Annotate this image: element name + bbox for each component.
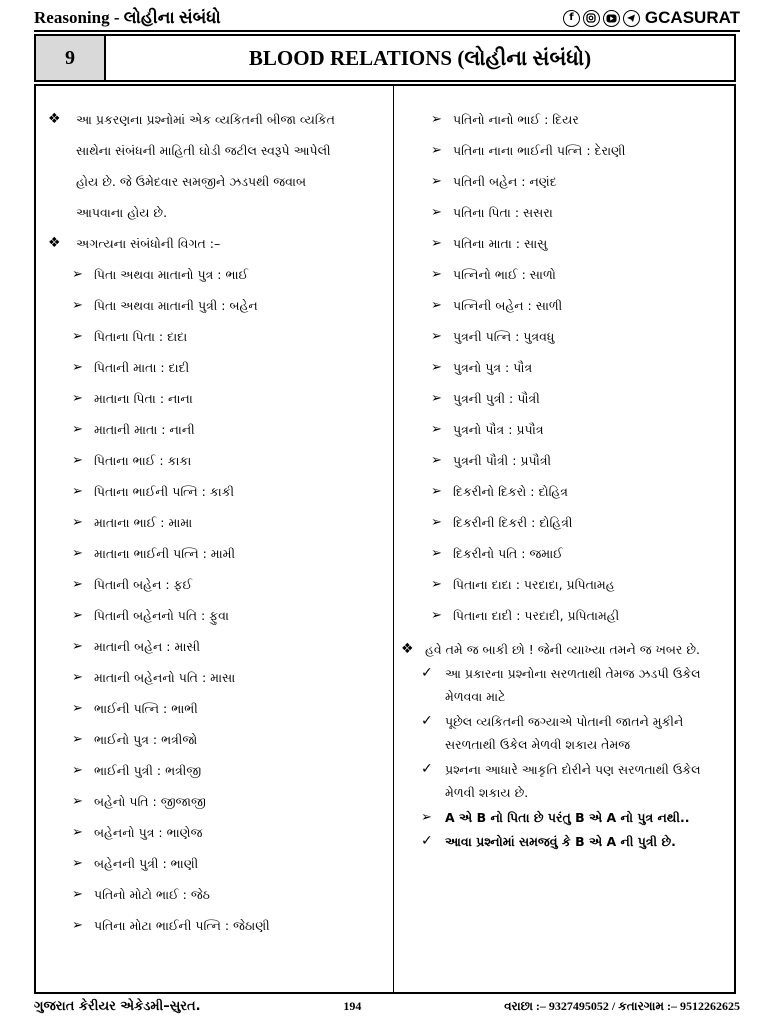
relation-text: માતાની બહેન : માસી — [94, 639, 201, 654]
arrow-bullet-icon: ➢ — [72, 453, 83, 468]
relation-text: માતાની માતા : નાની — [94, 422, 195, 437]
relation-text: બહેનની પુત્રી : ભાણી — [94, 856, 199, 871]
relation-text: દિકરીની દિકરી : દોહિત્રી — [453, 515, 573, 530]
arrow-bullet-icon: ➢ — [72, 298, 83, 313]
intro-line: સાથેના સંબંધની માહિતી ઘોડી જટીલ સ્વરૂપે આપેલી — [76, 143, 331, 158]
relation-item — [431, 600, 619, 631]
relation-text: પતિના નાના ભાઈની પત્નિ : દેરાણી — [453, 143, 626, 158]
arrow-bullet-icon: ➢ — [431, 577, 442, 592]
arrow-bullet-icon: ➢ — [72, 484, 83, 499]
content-box — [34, 84, 736, 994]
relation-item — [72, 259, 248, 290]
arrow-bullet-icon: ➢ — [431, 236, 442, 251]
chapter-number: 9 — [36, 36, 106, 80]
relation-item — [72, 817, 202, 848]
check-icon: ✓ — [421, 665, 433, 681]
relation-item — [72, 600, 229, 631]
page-header — [34, 6, 740, 30]
relation-item — [431, 383, 540, 414]
footer-academy: ગુજરાત કેરીયર એકેડમી–સુરત. — [34, 998, 201, 1014]
note-line: પ્રશ્નના આધારે આકૃતિ દોરીને પણ સરળતાથી ઉકેલ — [445, 762, 701, 777]
relation-text: પતિની બહેન : નણંદ — [453, 174, 557, 189]
relation-item — [431, 507, 572, 538]
relation-text: પુત્રનો પુત્ર : પૌત્ર — [453, 360, 533, 375]
relation-item — [431, 290, 562, 321]
note-line: મેળવવા માટે — [445, 689, 506, 704]
facebook-icon[interactable]: f — [563, 10, 580, 27]
relation-text: પતિના મોટા ભાઈની પત્નિ : જેઠાણી — [94, 918, 270, 933]
relation-item — [431, 538, 563, 569]
relation-item — [72, 352, 189, 383]
relation-text: માતાના ભાઈની પત્નિ : મામી — [94, 546, 236, 561]
relation-item — [72, 507, 192, 538]
relation-item — [72, 383, 193, 414]
relation-text: પિતાની બહેન : ફઈ — [94, 577, 193, 592]
note-line: પૂછેલ વ્યકિતની જગ્યાએ પોતાની જાતને મુકીને — [445, 714, 684, 729]
relation-text: દિકરીનો પતિ : જમાઈ — [453, 546, 563, 561]
relation-item — [72, 290, 258, 321]
arrow-bullet-icon: ➢ — [72, 732, 83, 747]
header-title: Reasoning - લોહીના સંબંધો — [34, 8, 221, 27]
relation-text: માતાના ભાઈ : મામા — [94, 515, 193, 530]
relation-text: પિતાના ભાઈ : કાકા — [94, 453, 192, 468]
relation-item — [72, 662, 235, 693]
chapter-title-box — [34, 34, 736, 82]
arrow-bullet-icon: ➢ — [72, 794, 83, 809]
arrow-bullet-icon: ➢ — [431, 298, 442, 313]
relation-item — [72, 569, 192, 600]
relation-item — [72, 786, 206, 817]
arrow-bullet-icon: ➢ — [421, 810, 432, 825]
arrow-bullet-icon: ➢ — [431, 546, 442, 561]
conclusion-line: આવા પ્રશ્નોમાં સમજવું કે B એ A ની પુત્રી છે. — [445, 834, 676, 849]
column-divider — [393, 86, 394, 992]
check-icon: ✓ — [421, 761, 433, 777]
relation-text: બહેનનો પુત્ર : ભાણેજ — [94, 825, 203, 840]
relation-item — [431, 197, 553, 228]
youtube-icon[interactable] — [603, 10, 620, 27]
relation-text: પુત્રની પૌત્રી : પ્રપૌત્રી — [453, 453, 552, 468]
arrow-bullet-icon: ➢ — [72, 422, 83, 437]
chapter-title: BLOOD RELATIONS (લોહીના સંબંધો) — [248, 45, 592, 70]
arrow-bullet-icon: ➢ — [72, 701, 83, 716]
arrow-bullet-icon: ➢ — [431, 391, 442, 406]
relation-item — [72, 879, 210, 910]
check-icon: ✓ — [421, 833, 433, 849]
relation-text: પિતાના પિતા : દાદા — [94, 329, 188, 344]
intro-line: આપવાના હોય છે. — [76, 205, 168, 220]
relation-text: માતાની બહેનનો પતિ : માસા — [94, 670, 236, 685]
relation-text: પુત્રની પત્નિ : પુત્રવધુ — [453, 329, 555, 344]
header-rule — [34, 30, 740, 32]
relation-text: ભાઈનો પુત્ર : ભત્રીજો — [94, 732, 198, 747]
relation-item — [431, 259, 556, 290]
relation-item — [72, 538, 235, 569]
arrow-bullet-icon: ➢ — [431, 267, 442, 282]
relation-item — [431, 445, 551, 476]
relation-text: પતિના માતા : સાસુ — [453, 236, 548, 251]
arrow-bullet-icon: ➢ — [72, 515, 83, 530]
arrow-bullet-icon: ➢ — [72, 918, 83, 933]
relation-text: પિતા અથવા માતાનો પુત્ર : ભાઈ — [94, 267, 249, 282]
intro-paragraph — [76, 104, 335, 228]
intro-line: હોય છે. જે ઉમેદવાર સમજીને ઝડપથી જવાબ — [76, 174, 306, 189]
arrow-bullet-icon: ➢ — [72, 608, 83, 623]
relation-item — [431, 166, 557, 197]
page-footer — [34, 995, 740, 1017]
relation-item — [72, 321, 187, 352]
arrow-bullet-icon: ➢ — [431, 174, 442, 189]
arrow-bullet-icon: ➢ — [431, 484, 442, 499]
arrow-bullet-icon: ➢ — [72, 763, 83, 778]
relation-text: પત્નિનો ભાઈ : સાળો — [453, 267, 556, 282]
relation-item — [72, 724, 197, 755]
relation-text: માતાના પિતા : નાના — [94, 391, 193, 406]
relation-text: બહેનો પતિ : જીજાજી — [94, 794, 206, 809]
relation-text: પિતા અથવા માતાની પુત્રી : બહેન — [94, 298, 258, 313]
arrow-bullet-icon: ➢ — [72, 825, 83, 840]
relation-text: પુત્રનો પૌત્ર : પ્રપૌત્ર — [453, 422, 544, 437]
check-icon: ✓ — [421, 713, 433, 729]
arrow-bullet-icon: ➢ — [72, 639, 83, 654]
arrow-bullet-icon: ➢ — [72, 329, 83, 344]
arrow-bullet-icon: ➢ — [72, 267, 83, 282]
telegram-icon[interactable] — [623, 10, 640, 27]
arrow-bullet-icon: ➢ — [431, 329, 442, 344]
relation-text: ભાઈની પત્નિ : ભાભી — [94, 701, 198, 716]
relation-item — [431, 414, 544, 445]
arrow-bullet-icon: ➢ — [431, 453, 442, 468]
relation-item — [431, 228, 547, 259]
diamond-bullet-icon: ❖ — [48, 235, 61, 251]
relation-text: પત્નિની બહેન : સાળી — [453, 298, 563, 313]
relation-item — [431, 476, 568, 507]
arrow-bullet-icon: ➢ — [431, 112, 442, 127]
arrow-bullet-icon: ➢ — [431, 515, 442, 530]
relation-text: પિતાના દાદા : પરદાદા, પ્રપિતામહ — [453, 577, 615, 592]
relation-text: પતિનો મોટો ભાઈ : જેઠ — [94, 887, 210, 902]
arrow-bullet-icon: ➢ — [72, 360, 83, 375]
diamond-bullet-icon: ❖ — [401, 641, 414, 657]
intro-line: આ પ્રકરણના પ્રશ્નોમાં એક વ્યકિતની બીજા વ્યકિત — [76, 112, 335, 127]
arrow-bullet-icon: ➢ — [72, 546, 83, 561]
page-number: 194 — [343, 998, 362, 1013]
arrow-bullet-icon: ➢ — [431, 360, 442, 375]
arrow-bullet-icon: ➢ — [72, 887, 83, 902]
note-line: આ પ્રકારના પ્રશ્નોના સરળતાથી તેમજ ઝડપી ઉકેલ — [445, 666, 701, 681]
relation-item — [431, 135, 626, 166]
relation-item — [72, 414, 195, 445]
relation-text: પિતાની બહેનનો પતિ : ફુવા — [94, 608, 229, 623]
relation-text: પિતાના દાદી : પરદાદી, પ્રપિતામહી — [453, 608, 620, 623]
arrow-bullet-icon: ➢ — [431, 205, 442, 220]
relation-text: પુત્રની પુત્રી : પૌત્રી — [453, 391, 540, 406]
diamond-bullet-icon: ❖ — [48, 111, 61, 127]
relation-item — [431, 569, 615, 600]
relation-item — [72, 848, 198, 879]
relation-text: દિકરીનો દિકરો : દોહિત્ર — [453, 484, 568, 499]
note-line: સરળતાથી ઉકેલ મેળવી શકાય તેમજ — [445, 737, 631, 752]
relation-text: પતિના પિતા : સસરા — [453, 205, 553, 220]
relation-item — [72, 910, 270, 941]
relation-item — [431, 352, 532, 383]
relation-item — [72, 693, 198, 724]
relation-item — [431, 321, 554, 352]
relation-item — [72, 755, 201, 786]
relation-item — [72, 445, 191, 476]
example-line: A એ B નો પિતા છે પરંતુ B એ A નો પુત્ર નથી.. — [445, 810, 690, 825]
arrow-bullet-icon: ➢ — [72, 856, 83, 871]
relation-item — [431, 104, 579, 135]
arrow-bullet-icon: ➢ — [72, 577, 83, 592]
relation-text: ભાઈની પુત્રી : ભત્રીજી — [94, 763, 202, 778]
arrow-bullet-icon: ➢ — [72, 670, 83, 685]
relation-text: પિતાના ભાઈની પત્નિ : કાકી — [94, 484, 235, 499]
note-heading: હવે તમે જ બાકી છો ! જેની વ્યાખ્યા તમને જ ખબર છે. — [425, 642, 700, 657]
arrow-bullet-icon: ➢ — [431, 422, 442, 437]
arrow-bullet-icon: ➢ — [431, 143, 442, 158]
footer-contact: વરાછા :– 9327495052 / કતારગામ :– 9512262625 — [504, 998, 740, 1013]
relation-text: પિતાની માતા : દાદી — [94, 360, 190, 375]
note-line: મેળવી શકાય છે. — [445, 785, 529, 800]
relation-item — [72, 631, 200, 662]
relation-item — [72, 476, 234, 507]
social-links — [563, 8, 740, 28]
subheading: અગત્યના સંબંધોની વિગત :– — [76, 236, 221, 251]
brand-name: GCASURAT — [644, 8, 740, 27]
arrow-bullet-icon: ➢ — [431, 608, 442, 623]
arrow-bullet-icon: ➢ — [72, 391, 83, 406]
instagram-icon[interactable] — [583, 10, 600, 27]
relation-text: પતિનો નાનો ભાઈ : દિયર — [453, 112, 579, 127]
